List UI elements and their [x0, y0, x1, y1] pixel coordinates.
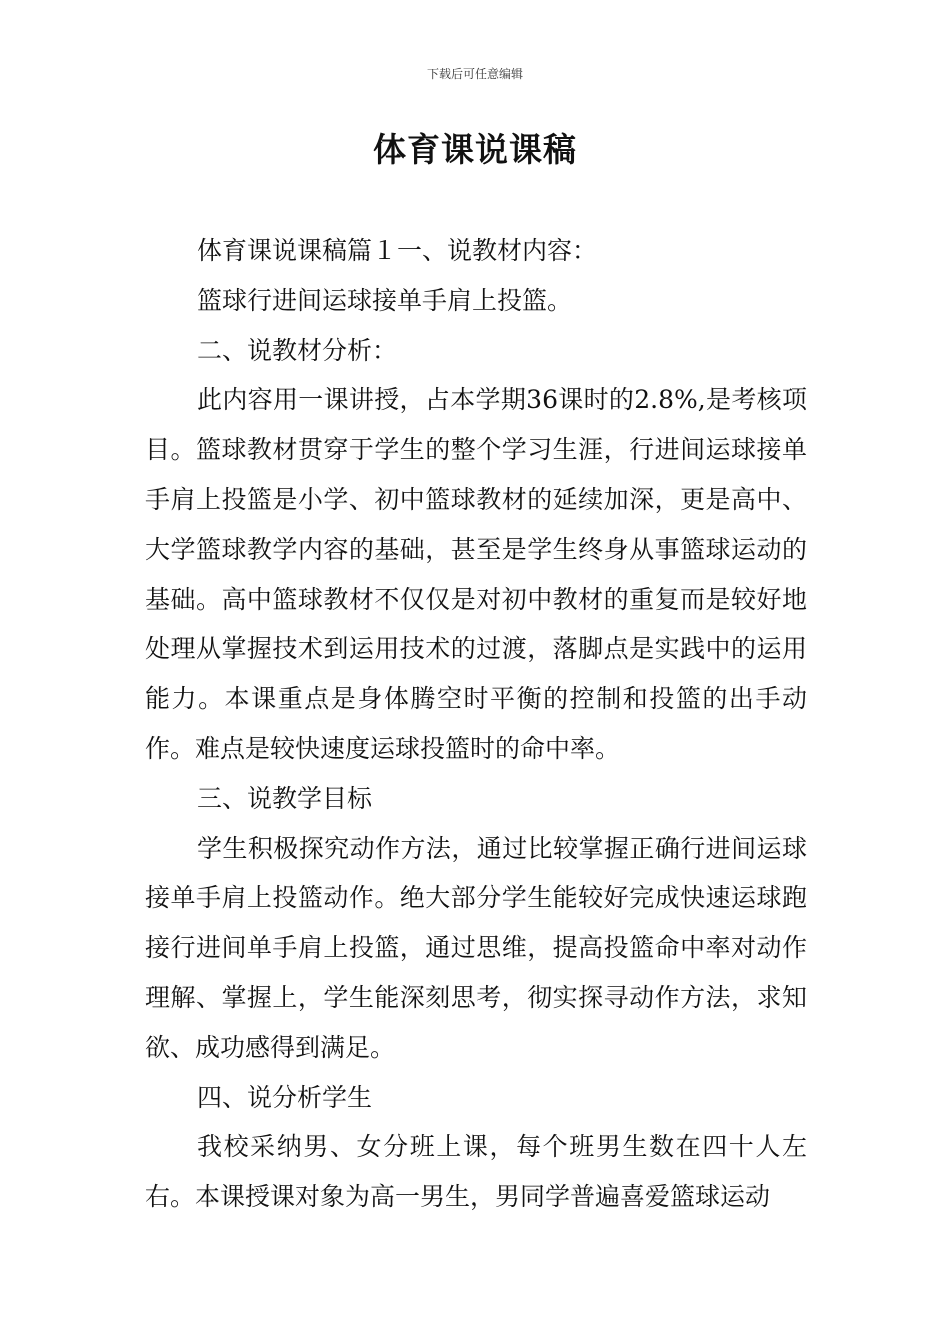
header-note: 下载后可任意编辑: [426, 67, 523, 81]
document-body: [145, 226, 807, 1222]
section-heading-analysis: 二、说教材分析：: [197, 335, 398, 365]
paragraph-students: 我校采纳男、女分班上课，每个班男生数在四十人左右。本课授课对象为高一男生，男同学普遍喜爱篮球运动: [145, 1132, 807, 1212]
paragraph-intro: 体育课说课稿篇１一、说教材内容：: [197, 236, 598, 265]
section-heading-students: 四、说分析学生: [197, 1082, 373, 1112]
document-title: 体育课说课稿: [373, 130, 577, 169]
paragraph-goals: 学生积极探究动作方法，通过比较掌握正确行进间运球接单手肩上投篮动作。绝大部分学生能较好完成快速运球跑接行进间单手肩上投篮，通过思维，提高投篮命中率对动作理解、掌握上，学生能深刻思考，彻实探寻动作方法，求知欲、成功感得到满足。: [145, 833, 807, 1062]
section-heading-goals: 三、说教学目标: [197, 783, 373, 813]
paragraph-analysis: 此内容用一课讲授，占本学期36课时的2.8%,是考核项目。篮球教材贯穿于学生的整个学习生涯，行进间运球接单手肩上投篮是小学、初中篮球教材的延续加深，更是高中、大学篮球教学内容的基础，甚至是学生终身从事篮球运动的基础。高中篮球教材不仅仅是对初中教材的重复而是较好地处理从掌握技术到运用技术的过渡，落脚点是实践中的运用能力。本课重点是身体腾空时平衡的控制和投篮的出手动作。难点是较快速度运球投篮时的命中率。: [145, 385, 807, 763]
paragraph-content: 篮球行进间运球接单手肩上投篮。: [197, 285, 573, 315]
